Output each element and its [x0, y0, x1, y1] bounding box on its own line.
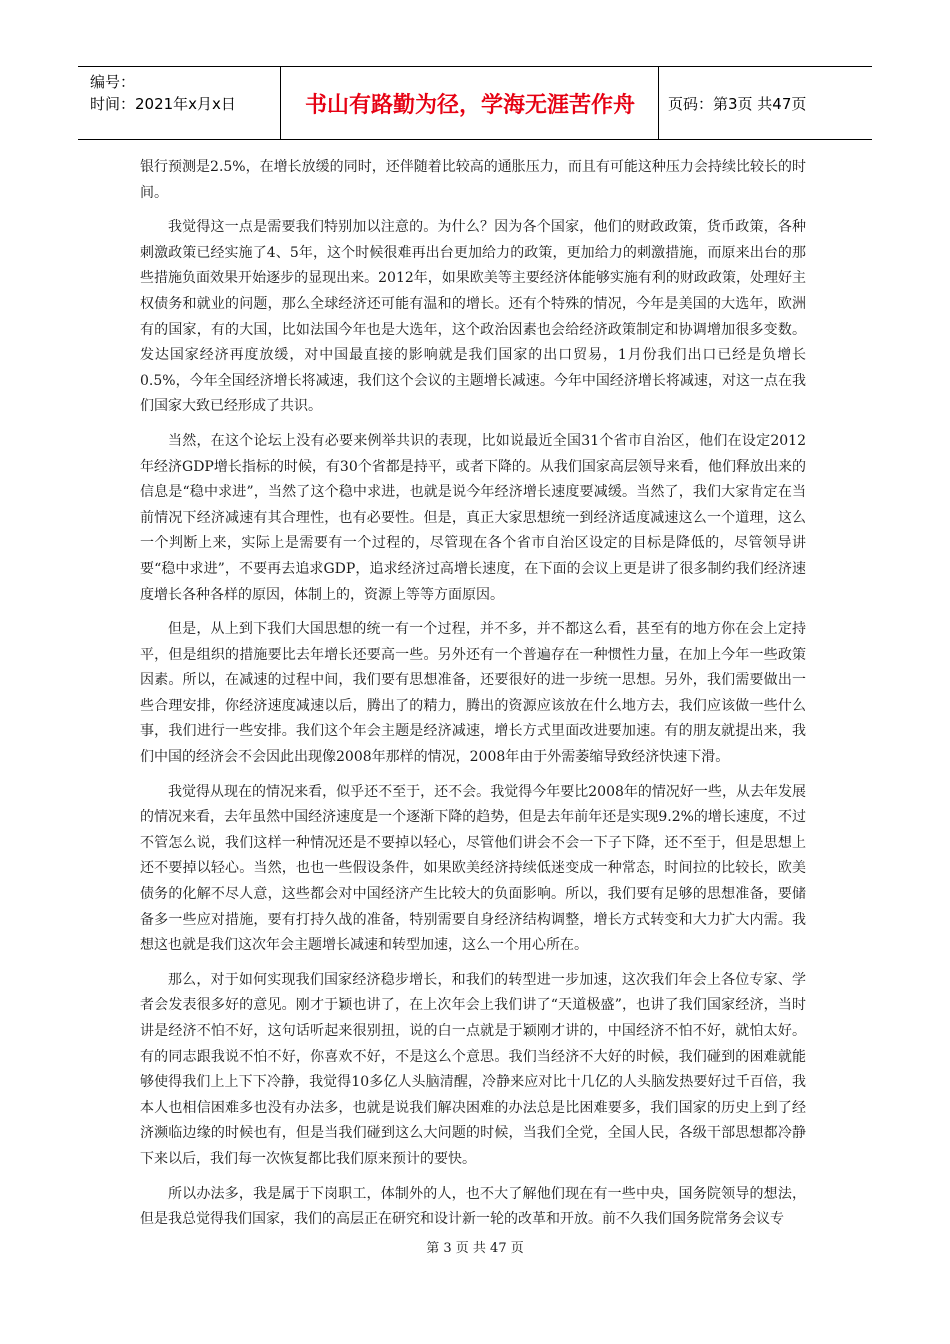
body-paragraph: 那么，对于如何实现我们国家经济稳步增长，和我们的转型进一步加速，这次我们年会上各位专家、学者会发表很多好的意见。刚才于颖也讲了，在上次年会上我们讲了“天道极盛”，也讲了我们国家经济，当时讲是经济不怕不好，这句话听起来很别扭，说的白一点就是于颖刚才讲的，中国经济不怕不好，就怕太好。有的同志跟我说不怕不好，你喜欢不好，不是这么个意思。我们当经济不大好的时候，我们碰到的困难就能够使得我们上上下下冷静，我觉得10多亿人头脑清醒，冷静来应对比十几亿的人头脑发热要好过千百倍，我本人也相信困难多也没有办法多，也就是说我们解决困难的办法总是比困难要多，我们国家的历史上到了经济濒临边缘的时候也有，但是当我们碰到这么大问题的时候，当我们全党，全国人民，各级干部思想都冷静下来以后，我们每一次恢复都比我们原来预计的要快。: [140, 971, 806, 1167]
body-paragraph: 所以办法多，我是属于下岗职工，体制外的人，也不大了解他们现在有一些中央，国务院领导的想法，但是我总觉得我们国家，我们的高层正在研究和设计新一轮的改革和开放。前不久我们国务院常务会议专: [140, 1185, 806, 1228]
header-motto: 书山有路勤为径，学海无涯苦作舟: [304, 92, 635, 118]
page-header: [78, 66, 872, 140]
header-divider: [658, 67, 659, 139]
header-page-number: 页码：第3页 共47页: [668, 94, 807, 113]
document-body: [140, 155, 806, 1242]
body-paragraph: 当然，在这个论坛上没有必要来例举共识的表现，比如说最近全国31个省市自治区，他们在设定2012年经济GDP增长指标的时候，有30个省都是持平，或者下降的。从我们国家高层领导来看，他们释放出来的信息是“稳中求进”，当然了这个稳中求进，也就是说今年经济增长速度要减缓。当然了，我们大家肯定在当前情况下经济减速有其合理性，也有必要性。但是，真正大家思想统一到经济适度减速这么一个道理，这么一个判断上来，实际上是需要有一个过程的，尽管现在各个省市自治区设定的目标是降低的，尽管领导讲要“稳中求进”，不要再去追求GDP，追求经济过高增长速度，在下面的会议上更是讲了很多制约我们经济速度增长各种各样的原因，体制上的，资源上等等方面原因。: [140, 432, 806, 603]
date-label: 时间：2021年x月x日: [90, 95, 236, 113]
page-footer: 第 3 页 共 47 页: [426, 1241, 524, 1256]
body-paragraph: 我觉得从现在的情况来看，似乎还不至于，还不会。我觉得今年要比2008年的情况好一些，从去年发展的情况来看，去年虽然中国经济速度是一个逐渐下降的趋势，但是去年前年还是实现9.2%的增长速度，不过不管怎么说，我们这样一种情况还是不要掉以轻心，尽管他们讲会不会一下子下降，还不至于，但是思想上还不要掉以轻心。当然，也也一些假设条件，如果欧美经济持续低迷变成一种常态，时间拉的比较长，欧美债务的化解不尽人意，这些都会对中国经济产生比较大的负面影响。所以，我们要有足够的思想准备，要储备多一些应对措施，要有打持久战的准备，特别需要自身经济结构调整，增长方式转变和大力扩大内需。我想这也就是我们这次年会主题增长减速和转型加速，这么一个用心所在。: [140, 783, 806, 954]
header-divider: [280, 67, 281, 139]
header-meta: [90, 71, 278, 115]
serial-number-label: 编号：: [90, 73, 136, 91]
body-paragraph: 但是，从上到下我们大国思想的统一有一个过程，并不多，并不都这么看，甚至有的地方你在会上定持平，但是组织的措施要比去年增长还要高一些。另外还有一个普遍存在一种惯性力量，在加上今年一些政策因素。所以，在减速的过程中间，我们要有思想准备，还要很好的进一步统一思想。另外，我们需要做出一些合理安排，你经济速度减速以后，腾出了的精力，腾出的资源应该放在什么地方去，我们应该做一些什么事，我们进行一些安排。我们这个年会主题是经济减速，增长方式里面改进要加速。有的朋友就提出来，我们中国的经济会不会因此出现像2008年那样的情况，2008年由于外需萎缩导致经济快速下滑。: [140, 621, 806, 766]
body-paragraph: 我觉得这一点是需要我们特别加以注意的。为什么？因为各个国家，他们的财政政策，货币政策，各种刺激政策已经实施了4、5年，这个时候很难再出台更加给力的政策，更加给力的刺激措施，而原来出台的那些措施负面效果开始逐步的显现出来。2012年，如果欧美等主要经济体能够实施有利的财政政策，处理好主权债务和就业的问题，那么全球经济还可能有温和的增长。还有个特殊的情况，今年是美国的大选年，欧洲有的国家，有的大国，比如法国今年也是大选年，这个政治因素也会给经济政策制定和协调增加很多变数。发达国家经济再度放缓，对中国最直接的影响就是我们国家的出口贸易，1月份我们出口已经是负增长0.5%，今年全国经济增长将减速，我们这个会议的主题增长减速。今年中国经济增长将减速，对这一点在我们国家大致已经形成了共识。: [140, 219, 806, 415]
body-paragraph: 银行预测是2.5%，在增长放缓的同时，还伴随着比较高的通胀压力，而且有可能这种压力会持续比较长的时间。: [140, 159, 806, 201]
